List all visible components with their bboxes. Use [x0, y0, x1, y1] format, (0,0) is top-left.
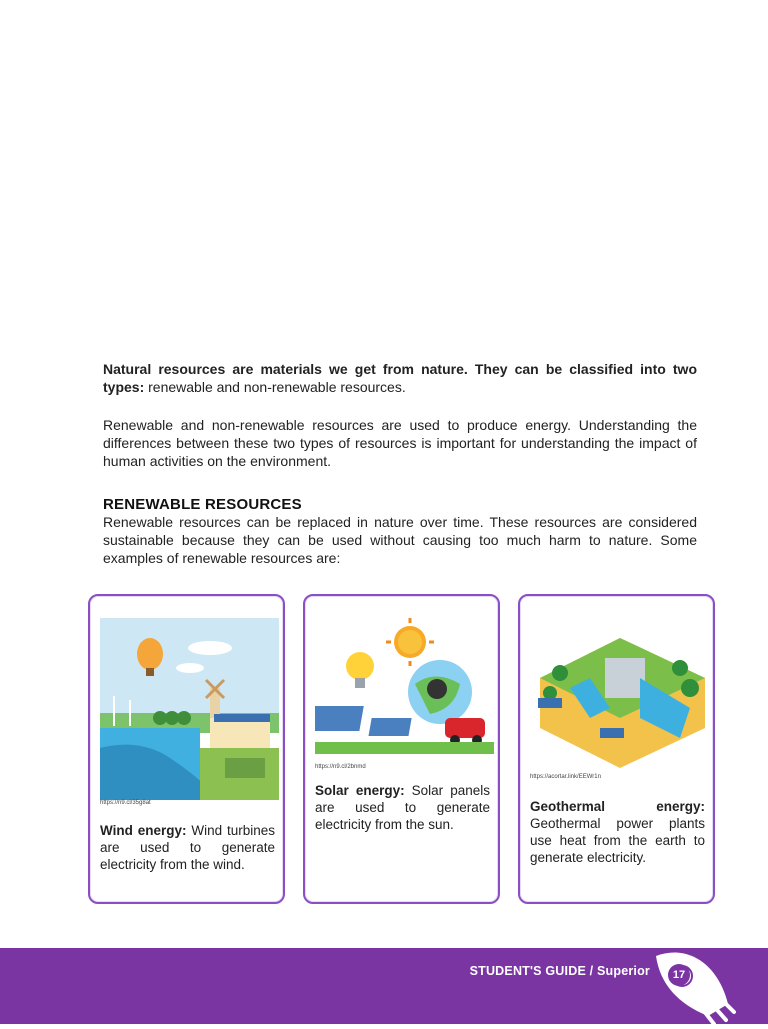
geothermal-energy-illustration — [530, 618, 709, 773]
card-text: Wind turbines are used to generate electricity from the wind. — [100, 823, 275, 872]
card-description — [100, 822, 275, 873]
rocket-icon — [648, 944, 738, 1024]
energy-paragraph: Renewable and non-renewable resources are used to produce energy. Understanding the differences between these two types of resources is important for understanding the impact of human activities on the environment. — [103, 417, 697, 469]
card-solar-energy — [303, 594, 500, 904]
image-source-link[interactable]: https://n9.cl/2bnmd — [315, 764, 366, 770]
intro-paragraph — [103, 360, 697, 396]
image-source-link[interactable]: https://acortar.link/EEWr1n — [530, 774, 601, 780]
wind-energy-illustration — [100, 618, 279, 805]
page-number: 17 — [668, 964, 690, 986]
card-title: Wind energy: — [100, 823, 187, 838]
intro-bold: Natural resources are materials we get from nature. They can be classified into two types: — [103, 361, 697, 395]
card-title: Solar energy: — [315, 783, 405, 798]
card-description — [315, 782, 490, 833]
intro-rest: renewable and non-renewable resources. — [144, 379, 406, 395]
card-wind-energy — [88, 594, 285, 904]
card-text: Geothermal power plants use heat from the earth to generate electricity. — [530, 816, 705, 865]
main-content — [103, 360, 697, 567]
card-title: Geothermal energy: — [530, 799, 705, 814]
image-source-link[interactable]: https://n9.cl/35g8at — [100, 800, 151, 806]
card-geothermal-energy — [518, 594, 715, 904]
section-heading: RENEWABLE RESOURCES — [103, 496, 302, 513]
footer-label: STUDENT'S GUIDE / Superior — [469, 964, 650, 978]
card-description — [530, 798, 705, 866]
solar-energy-illustration — [315, 614, 494, 761]
section-body: Renewable resources can be replaced in nature over time. These resources are considered sustainable because they can be used without causing too much harm to nature. Some examples of renewable resources are: — [103, 514, 697, 566]
card-text: Solar panels are used to generate electricity from the sun. — [315, 783, 490, 832]
